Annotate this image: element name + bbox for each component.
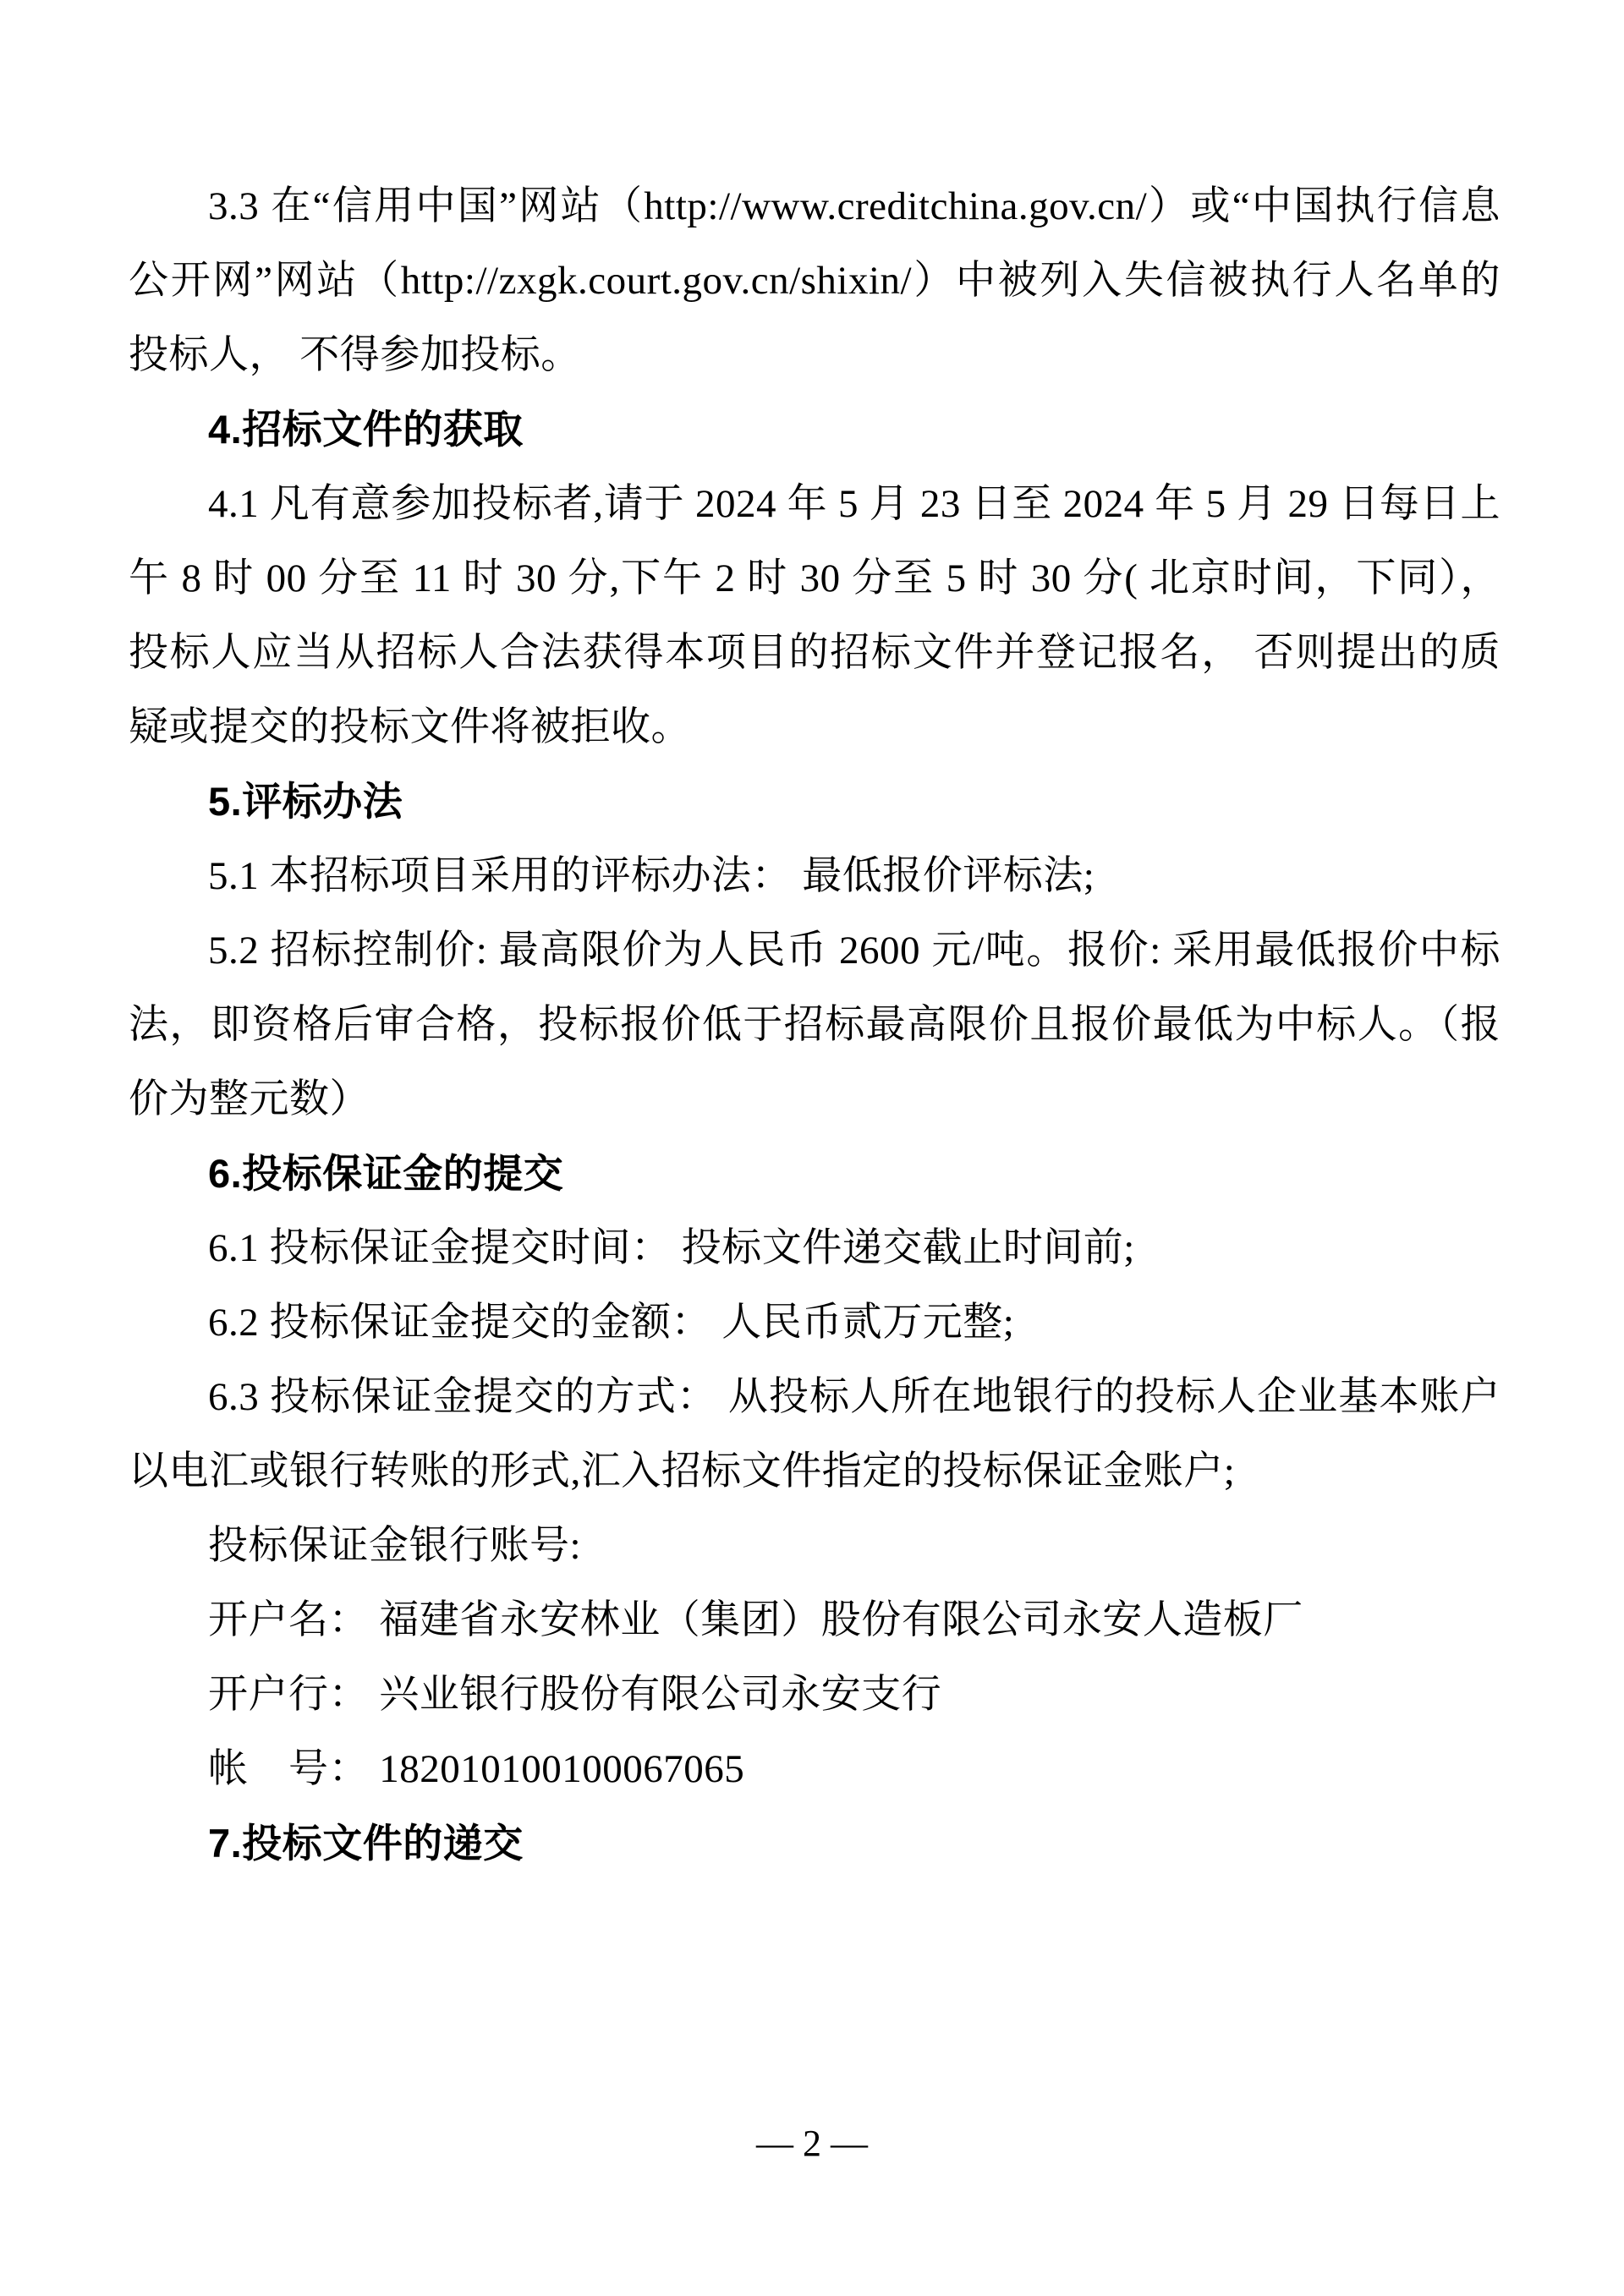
section-heading: 4.招标文件的获取 xyxy=(208,407,524,452)
paragraph: 6.2 投标保证金提交的金额： 人民币贰万元整; xyxy=(208,1301,1015,1345)
paragraph: 6.3 投标保证金提交的方式： 从投标人所在地银行的投标人企业基本账户以电汇或银行转账的形式,汇入招标文件指定的投标保证金账户; xyxy=(129,1375,1501,1493)
paragraph: 4.1 凡有意参加投标者,请于 2024 年 5 月 23 日至 2024 年 5 月 29 日每日上午 8 时 00 分至 11 时 30 分,下午 2 时 30 分至 5 时 30 分( 北京时间，下同）， 投标人应当从招标人合法获得本项目的招标文件并登记报名， 否则提出的质疑或提交的投标文件将被拒收。 xyxy=(129,482,1501,749)
paragraph: 帐 号： 182010100100067065 xyxy=(208,1747,745,1791)
section-heading: 5.评标办法 xyxy=(208,779,403,824)
paragraph: 开户行： 兴业银行股份有限公司永安支行 xyxy=(208,1673,942,1717)
paragraph: 6.1 投标保证金提交时间： 投标文件递交截止时间前; xyxy=(208,1226,1135,1270)
paragraph: 3.3 在“信用中国”网站（http://www.creditchina.gov.cn/）或“中国执行信息公开网”网站（http://zxgk.court.gov.cn/shixin/）中被列入失信被执行人名单的投标人， 不得参加投标。 xyxy=(129,184,1501,377)
paragraph: 5.2 招标控制价: 最高限价为人民币 2600 元/吨。报价: 采用最低报价中标法，即资格后审合格，投标报价低于招标最高限价且报价最低为中标人。（报价为整元数） xyxy=(129,929,1501,1121)
section-heading: 7.投标文件的递交 xyxy=(208,1821,524,1866)
paragraph: 5.1 本招标项目采用的评标办法： 最低报价评标法; xyxy=(208,854,1095,898)
paragraph: 投标保证金银行账号: xyxy=(208,1524,582,1568)
paragraph: 开户名： 福建省永安林业（集团）股份有限公司永安人造板厂 xyxy=(208,1598,1303,1642)
section-heading: 6.投标保证金的提交 xyxy=(208,1151,564,1196)
page-number: — 2 — xyxy=(756,2123,868,2164)
document-body xyxy=(129,169,1501,1881)
